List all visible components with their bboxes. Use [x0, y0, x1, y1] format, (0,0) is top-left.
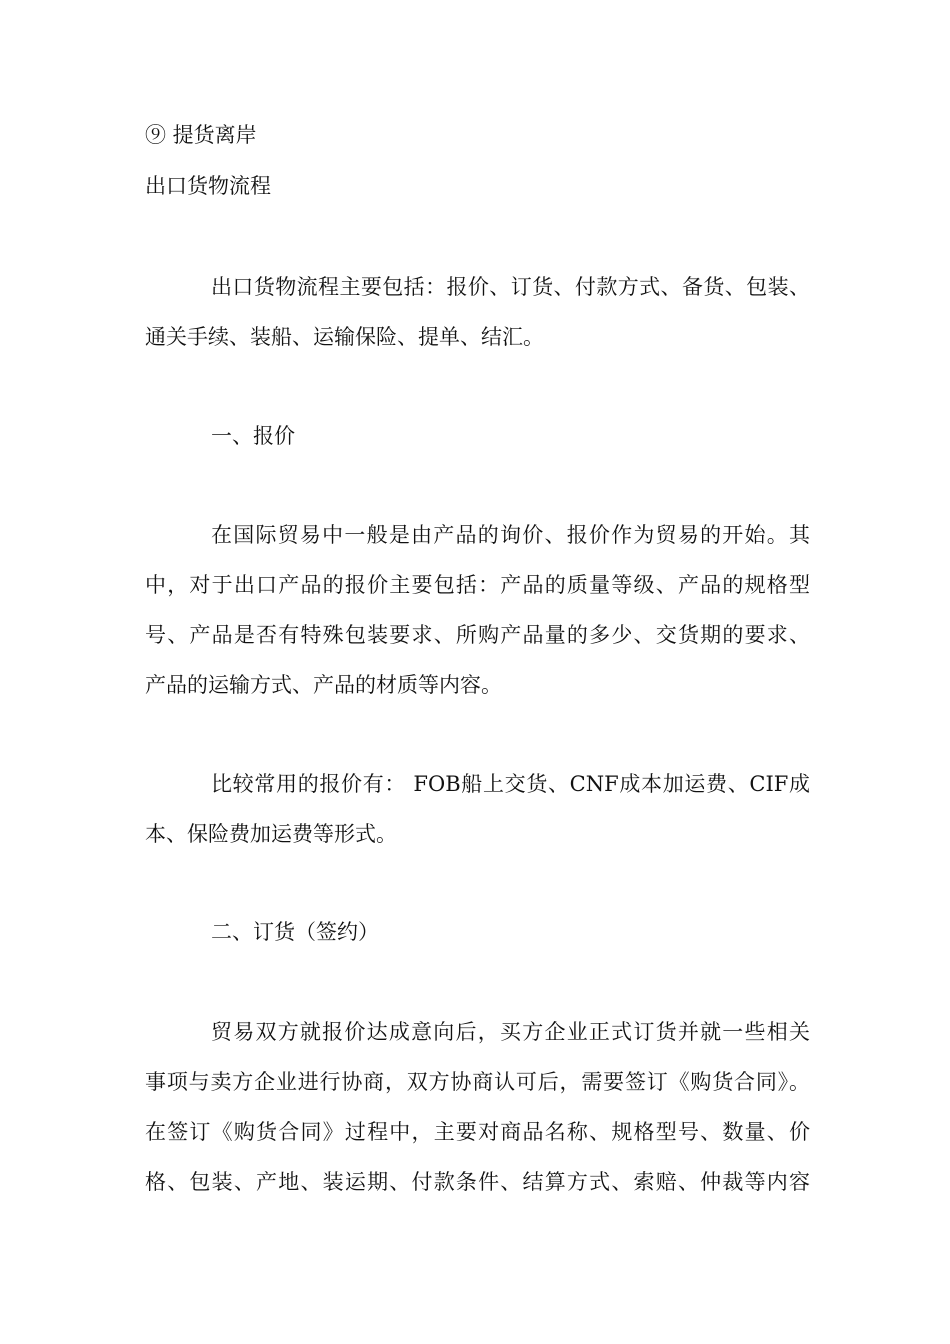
para-quotation-line-2: 中，对于出口产品的报价主要包括：产品的质量等级、产品的规格型: [145, 573, 810, 597]
para-ordering-line-1: 贸易双方就报价达成意向后，买方企业正式订货并就一些相关: [211, 1020, 810, 1044]
intro-line-1: 出口货物流程主要包括：报价、订货、付款方式、备货、包装、: [211, 275, 810, 299]
heading-ordering: 二、订货（签约）: [211, 920, 379, 944]
list-item-pickup-departure: ⑨ 提货离岸: [145, 123, 257, 147]
para-quotation-line-4: 产品的运输方式、产品的材质等内容。: [145, 673, 502, 697]
para-price-terms-line-1: 比较常用的报价有： FOB船上交货、CNF成本加运费、CIF成: [211, 772, 810, 796]
para-price-terms-line-2: 本、保险费加运费等形式。: [145, 822, 397, 846]
heading-quotation: 一、报价: [211, 424, 295, 448]
para-quotation-line-1: 在国际贸易中一般是由产品的询价、报价作为贸易的开始。其: [211, 523, 810, 547]
para-ordering-line-4: 格、包装、产地、装运期、付款条件、结算方式、索赔、仲裁等内容: [145, 1170, 810, 1194]
section-title: 出口货物流程: [145, 174, 271, 198]
para-ordering-line-3: 在签订《购货合同》过程中，主要对商品名称、规格型号、数量、价: [145, 1120, 810, 1144]
para-quotation-line-3: 号、产品是否有特殊包装要求、所购产品量的多少、交货期的要求、: [145, 623, 810, 647]
intro-line-2: 通关手续、装船、运输保险、提单、结汇。: [145, 325, 544, 349]
para-ordering-line-2: 事项与卖方企业进行协商，双方协商认可后，需要签订《购货合同》。: [145, 1070, 810, 1094]
